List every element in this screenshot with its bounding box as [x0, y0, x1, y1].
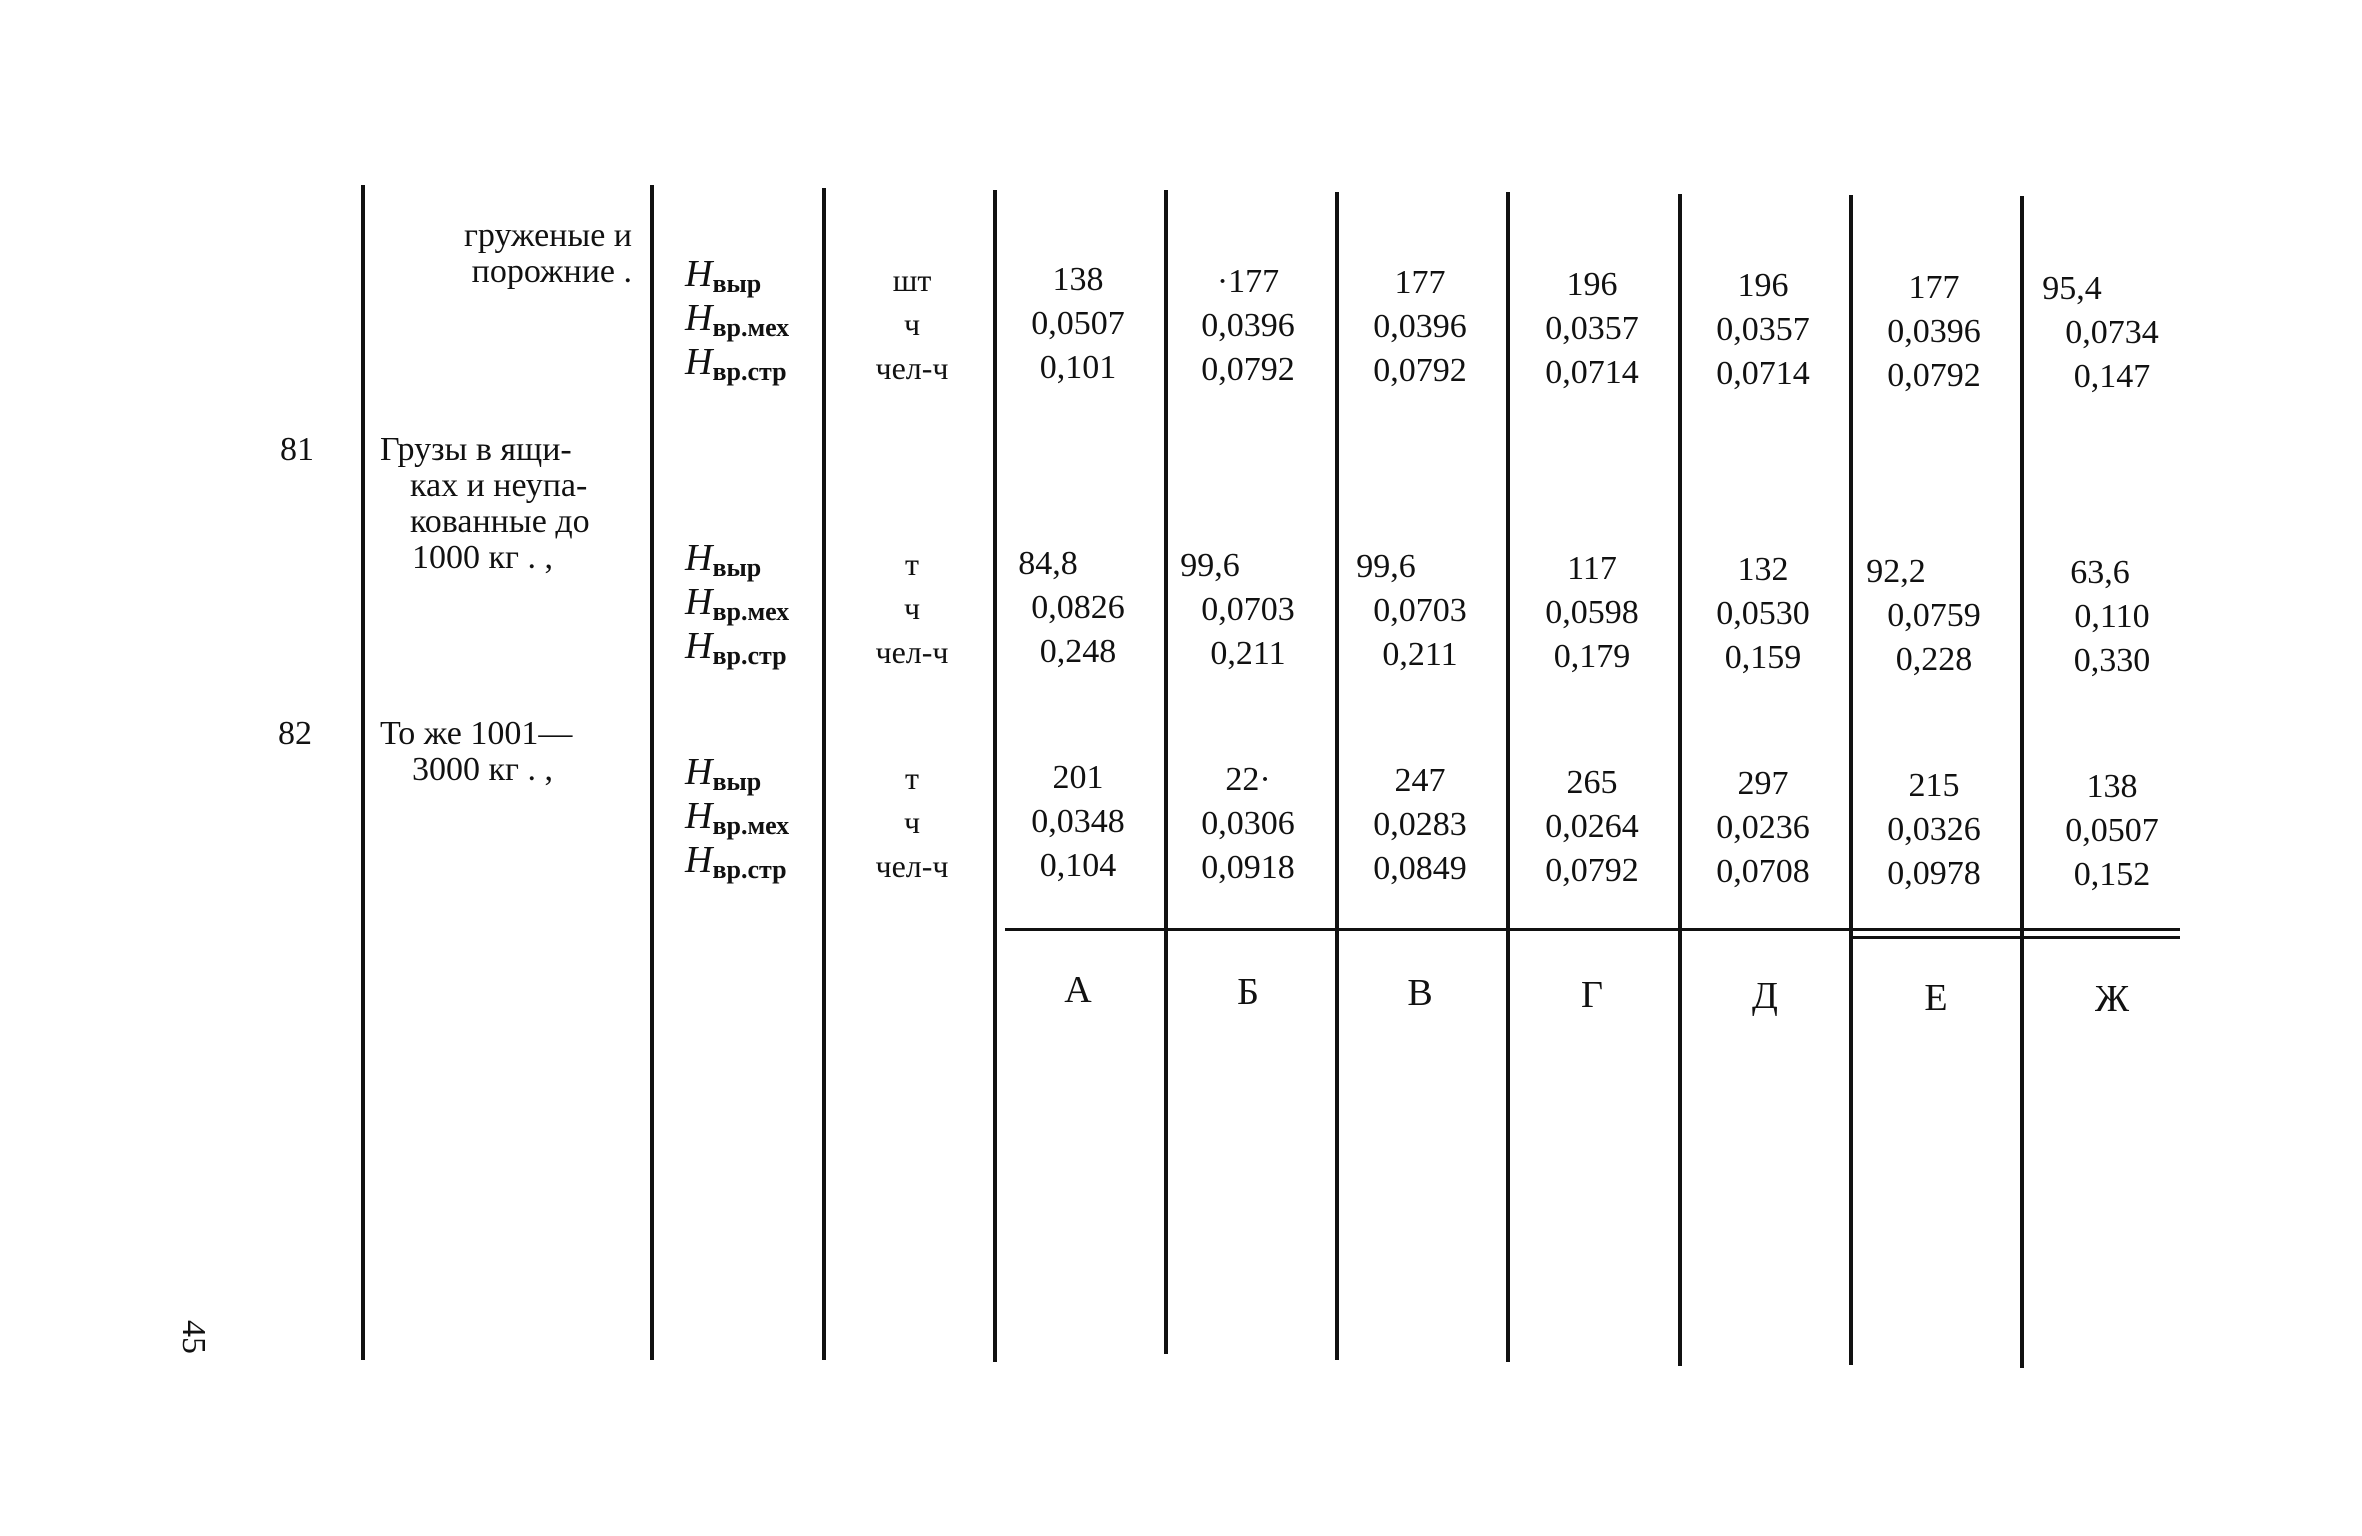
table-cell: 0,0306 — [1201, 804, 1295, 842]
rule-col-b — [1164, 190, 1168, 1354]
table-cell: 0,0714 — [1545, 353, 1639, 391]
rule-col-zh — [2020, 196, 2024, 1368]
table-cell: 0,211 — [1382, 636, 1458, 673]
table-cell: 0,152 — [2073, 856, 2151, 893]
table-cell: 0,0396 — [1887, 312, 1981, 350]
table-cell: 177 — [1394, 264, 1446, 301]
table-cell: 177 — [1908, 268, 1960, 306]
table-cell: 0,0264 — [1545, 807, 1639, 845]
norm-label: $Н_{вр.стр}$ — [685, 341, 787, 386]
row-description: Грузы в ящи- ках и неупа- кованные до 1000 кг . , — [380, 431, 590, 576]
rule-after-rownum — [361, 185, 365, 1360]
page-number: 45 — [175, 1320, 212, 1354]
table-cell: 138 — [1052, 261, 1104, 298]
table-cell: 0,0918 — [1201, 848, 1295, 886]
norm-label: $Н_{вр.стр}$ — [685, 625, 787, 670]
unit-label: шт — [892, 262, 932, 298]
table-cell: 0,0826 — [1031, 589, 1125, 626]
table-cell: 0,0792 — [1887, 356, 1981, 394]
table-cell: 0,0348 — [1031, 803, 1125, 840]
table-cell: 117 — [1567, 549, 1617, 587]
table-cell: 138 — [2086, 768, 2138, 805]
table-cell: 95,4 — [2042, 270, 2102, 307]
rule-header-top-thick — [1850, 936, 2180, 939]
table-cell: 0,0326 — [1887, 810, 1981, 848]
table-cell: 201 — [1052, 759, 1104, 796]
table-cell: 0,0357 — [1545, 309, 1639, 347]
unit-label: чел-ч — [875, 634, 949, 670]
table-cell: 0,159 — [1724, 639, 1802, 676]
table-cell: 0,0530 — [1716, 595, 1810, 632]
table-cell: 0,0792 — [1201, 350, 1295, 388]
table-cell: 92,2 — [1866, 552, 1926, 590]
table-cell: 0,0708 — [1716, 853, 1810, 890]
table-cell: 0,248 — [1039, 633, 1117, 670]
row-number: 81 — [280, 431, 314, 468]
rule-col-g — [1506, 192, 1510, 1362]
table-cell: 0,0703 — [1373, 592, 1467, 629]
table-cell: 99,6 — [1356, 548, 1416, 585]
row-description: груженые и порожние . — [463, 217, 632, 290]
table-cell: 63,6 — [2070, 554, 2130, 591]
table-cell: 0,0792 — [1545, 851, 1639, 889]
rule-col-v — [1335, 192, 1339, 1360]
table-cell: 0,0849 — [1373, 850, 1467, 887]
column-header-letter: Е — [1924, 976, 1948, 1019]
norm-label: $Н_{вр.мех}$ — [685, 795, 790, 840]
table-cell: 247 — [1394, 762, 1446, 799]
table-cell: 0,0507 — [1031, 305, 1125, 342]
rule-after-unit — [993, 190, 997, 1362]
table-cell: 0,228 — [1895, 640, 1973, 678]
rule-after-desc — [650, 185, 654, 1360]
table-cell: 0,147 — [2073, 358, 2151, 395]
table-cell: 0,0759 — [1887, 596, 1981, 634]
table-cell: 196 — [1737, 267, 1789, 304]
table-cell: 22· — [1225, 760, 1271, 798]
table-cell: 215 — [1908, 766, 1960, 804]
table-cell: 99,6 — [1180, 546, 1240, 584]
column-header-letter: Б — [1237, 970, 1259, 1013]
table-cell: 0,179 — [1553, 637, 1631, 675]
table-cell: 0,0792 — [1373, 352, 1467, 389]
row-description: То же 1001— 3000 кг . , — [380, 715, 573, 788]
table-cell: 0,0357 — [1716, 311, 1810, 348]
table-cell: 0,0978 — [1887, 854, 1981, 892]
table-cell: 0,211 — [1210, 634, 1286, 672]
column-header-letter: Ж — [2094, 978, 2130, 1020]
rule-col-d — [1678, 194, 1682, 1366]
norm-label: $Н_{вр.стр}$ — [685, 839, 787, 884]
table-cell: 196 — [1566, 265, 1618, 303]
table-cell: 84,8 — [1018, 545, 1078, 582]
unit-label: т — [905, 760, 919, 796]
table-cell: 0,0598 — [1545, 593, 1639, 631]
column-header-letter: Д — [1752, 975, 1778, 1017]
row-number: 82 — [278, 715, 312, 752]
norm-label: $Н_{вр.мех}$ — [685, 581, 790, 626]
table-cell: 0,0396 — [1373, 308, 1467, 345]
column-header-letter: В — [1407, 972, 1433, 1014]
table-cell: 0,0396 — [1201, 306, 1295, 344]
norm-label: $Н_{выр}$ — [685, 253, 762, 298]
column-header-letter: Г — [1581, 973, 1603, 1016]
unit-label: ч — [903, 590, 921, 626]
column-header-letter: А — [1064, 969, 1092, 1011]
table-cell: 0,101 — [1039, 349, 1117, 386]
table-cell: 297 — [1737, 765, 1789, 802]
table-cell: 0,0703 — [1201, 590, 1295, 628]
table-cell: 0,110 — [2074, 598, 2150, 635]
table-cell: 0,104 — [1039, 847, 1117, 884]
unit-label: чел-ч — [875, 350, 949, 386]
rule-col-e — [1849, 195, 1853, 1365]
unit-label: ч — [903, 804, 921, 840]
unit-label: т — [905, 546, 919, 582]
norm-label: $Н_{вр.мех}$ — [685, 297, 790, 342]
table-cell: 0,330 — [2073, 642, 2151, 679]
table-cell: 0,0283 — [1373, 806, 1467, 843]
rule-header-top — [1005, 928, 2180, 931]
table-cell: 0,0734 — [2065, 314, 2159, 351]
table-cell: 0,0507 — [2065, 812, 2159, 849]
table-cell: 0,0714 — [1716, 355, 1810, 392]
table-cell: 0,0236 — [1716, 809, 1810, 846]
unit-label: ч — [903, 306, 921, 342]
rule-after-norm — [822, 188, 826, 1360]
unit-label: чел-ч — [875, 848, 949, 884]
table-cell: 265 — [1566, 763, 1618, 801]
table-cell: 132 — [1737, 551, 1789, 588]
table-cell: ·177 — [1216, 262, 1280, 300]
norm-label: $Н_{выр}$ — [685, 751, 762, 796]
norm-label: $Н_{выр}$ — [685, 537, 762, 582]
